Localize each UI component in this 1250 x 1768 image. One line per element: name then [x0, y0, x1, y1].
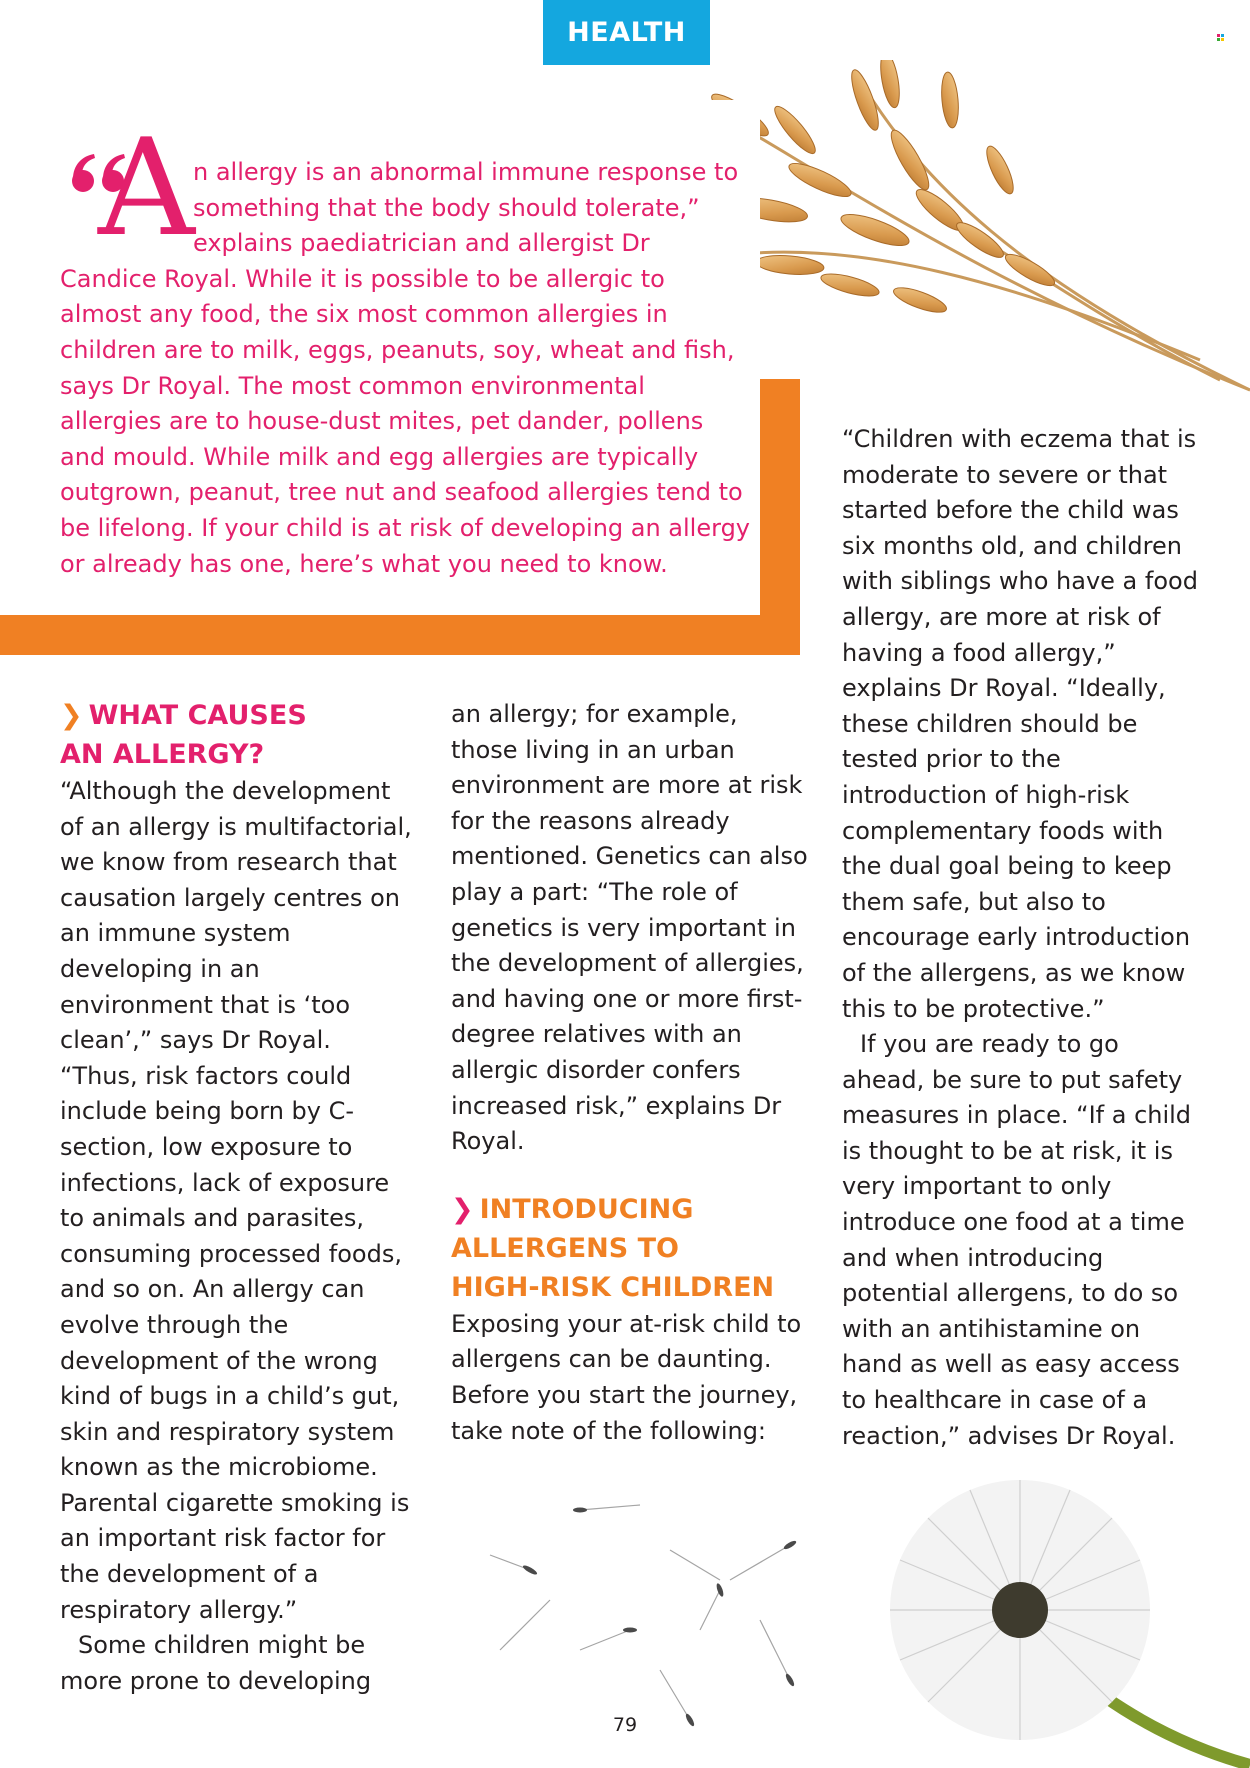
heading-line: INTRODUCING	[479, 1193, 694, 1225]
body-paragraph: Some children might be more prone to developing	[60, 1631, 372, 1695]
body-paragraph: an allergy; for example, those living in an urban environment are more at risk for the reasons already mentioned. Genetics can also play a part: “The role of genetics is very important in the development of allergies, and having one or more first-degree relatives with an allergic disorder confers increased risk,” explains Dr Royal.	[451, 700, 808, 1156]
column-1	[60, 700, 415, 1699]
dandelion-image	[460, 1470, 1250, 1768]
intro-text: n allergy is an abnormal immune response to something that the body should tolerate,” explains paediatrician and allergist Dr Candice Royal. While it is possible to be allergic to almost any food, the six most common allergies in children are to milk, eggs, peanuts, soy, wheat and fish, says Dr Royal. The most common environmental allergies are to house-dust mites, pet dander, pollens and mould. While milk and egg allergies are typically outgrown, peanut, tree nut and seafood allergies tend to be lifelong. If your child is at risk of developing an allergy or already has one, here’s what you need to know.	[60, 158, 750, 578]
heading-what-causes	[60, 696, 415, 774]
column-3	[842, 422, 1202, 1454]
heading-line: AN ALLERGY?	[60, 739, 265, 770]
drop-cap: A	[98, 110, 195, 266]
intro-paragraph	[60, 110, 750, 582]
body-paragraph: Exposing your at-risk child to allergens can be daunting. Before you start the journey, take note of the following:	[451, 1309, 802, 1445]
chevron-right-icon: ❯	[60, 700, 83, 731]
section-tab: HEALTH	[543, 0, 710, 65]
body-paragraph: “Children with eczema that is moderate to severe or that started before the child was six months old, and children with siblings who have a food allergy, are more at risk of having a food allergy,” explains Dr Royal. “Ideally, these children should be tested prior to the introduction of high-risk complementary foods with the dual goal being to keep them safe, but also to encourage early introduction of the allergens, as we know this to be protective.”	[842, 425, 1198, 1023]
heading-line: HIGH-RISK CHILDREN	[451, 1271, 775, 1303]
dropcap-block	[60, 110, 195, 266]
heading-line: ALLERGENS TO	[451, 1232, 679, 1264]
orange-frame-vertical	[760, 379, 800, 655]
chevron-right-icon: ❯	[451, 1193, 474, 1225]
heading-introducing-allergens	[451, 1190, 811, 1307]
orange-frame-horizontal	[0, 615, 800, 655]
body-paragraph: “Although the development of an allergy is multifactorial, we know from research that causation largely centres on an immune system developing in an environment that is ‘too clean’,” says Dr Royal. “Thus, risk factors could include being born by C-section, low exposure to infections, lack of exposure to animals and parasites, consuming processed foods, and so on. An allergy can evolve through the development of the wrong kind of bugs in a child’s gut, skin and respiratory system known as the microbiome. Parental cigarette smoking is an important risk factor for the development of a respiratory allergy.”	[60, 777, 412, 1624]
column-2	[451, 697, 811, 1449]
body-paragraph: If you are ready to go ahead, be sure to put safety measures in place. “If a child is thought to be at risk, it is very important to only introduce one food at a time and when introducing potential allergens, to do so with an antihistamine on hand as well as easy access to healthcare in case of a reaction,” advises Dr Royal.	[842, 1030, 1192, 1450]
heading-line: WHAT CAUSES	[88, 700, 307, 731]
page-number: 79	[612, 1714, 638, 1736]
corner-mark	[1217, 34, 1225, 42]
